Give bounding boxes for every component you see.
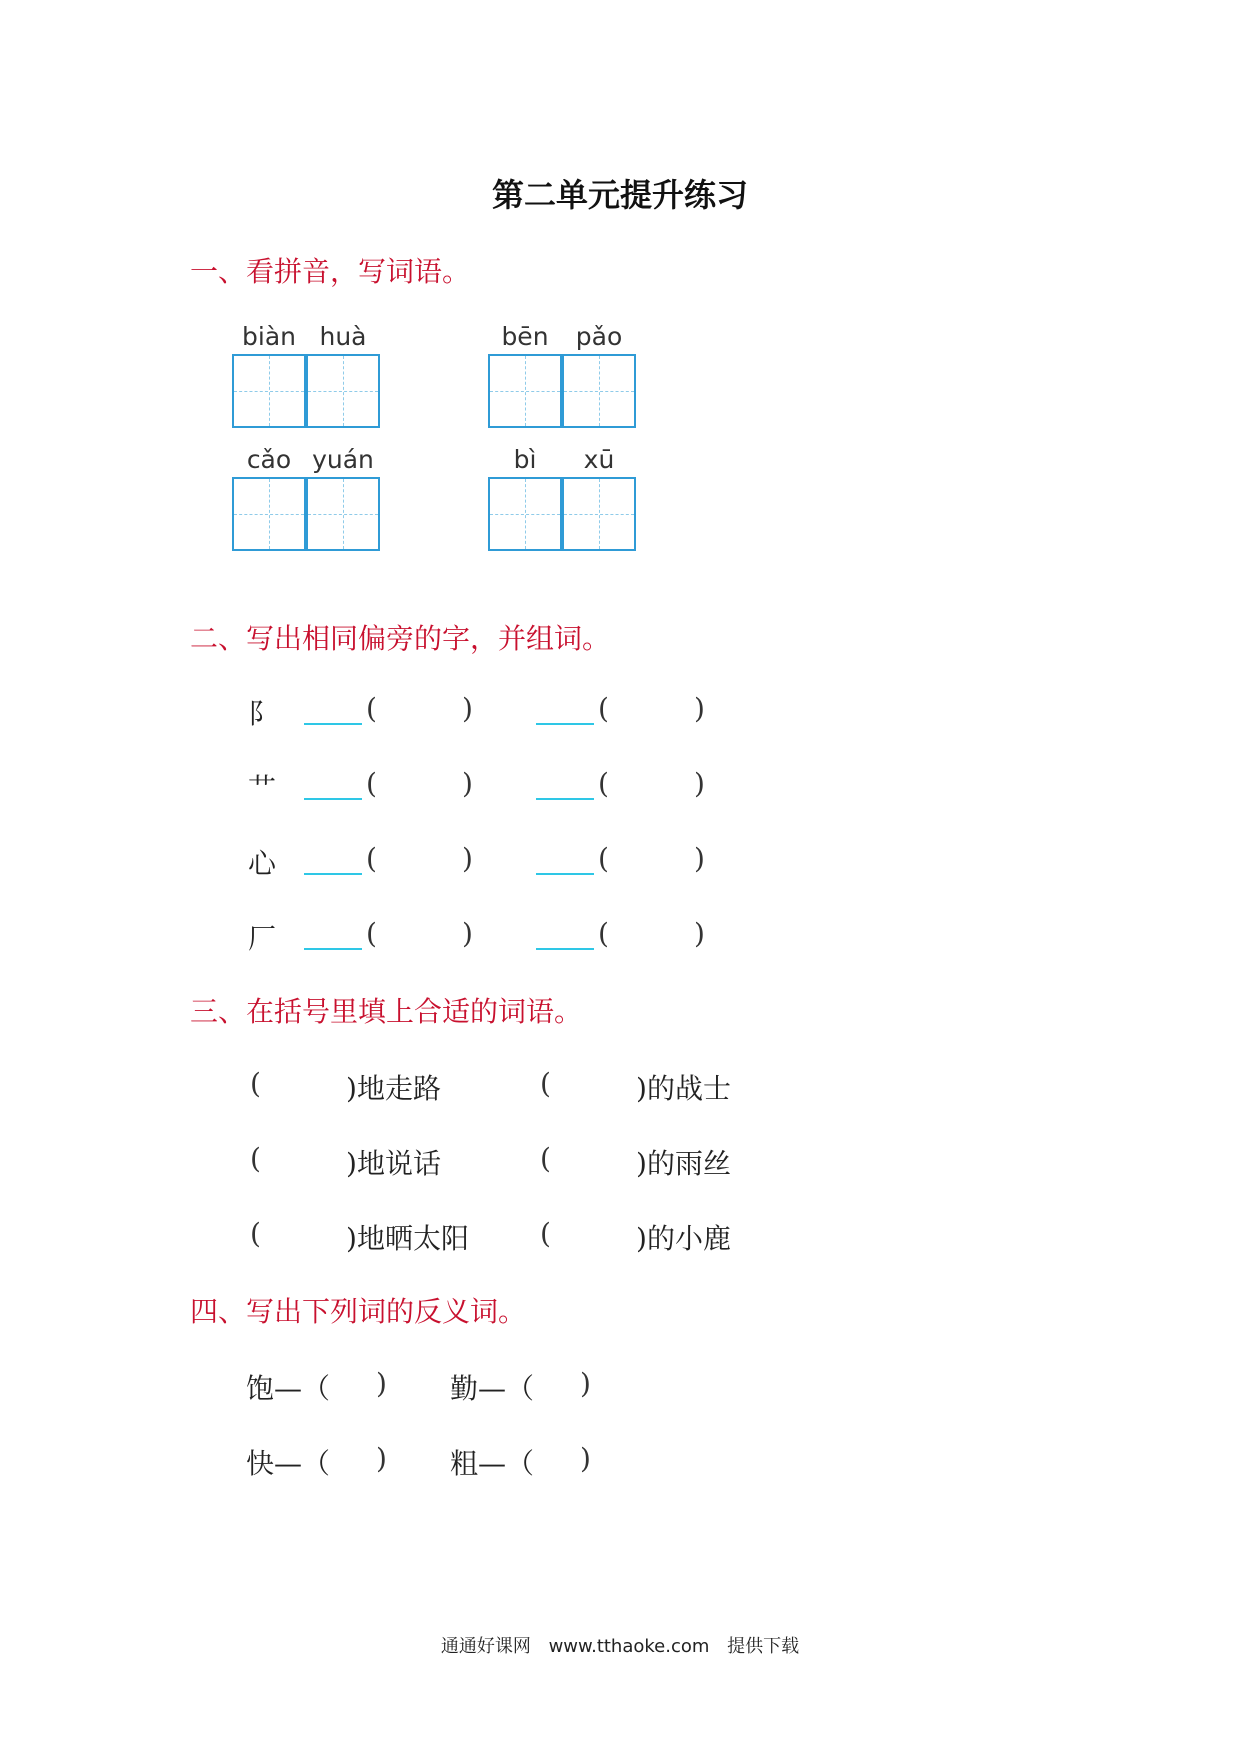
section-4-heading: 四、写出下列词的反义词。 (190, 1295, 527, 1328)
close-paren: ) (376, 1442, 387, 1475)
open-paren: ( (540, 1067, 551, 1100)
tianzige-box[interactable] (562, 354, 636, 428)
close-paren: ) (376, 1367, 387, 1400)
radical: 心 (248, 847, 277, 880)
open-paren: ( (250, 1067, 261, 1100)
open-paren: ( (366, 917, 377, 950)
pinyin-label: bì (513, 445, 537, 474)
answer-blank[interactable] (304, 798, 362, 800)
open-paren: ( (250, 1217, 261, 1250)
phrase-right: 的战士 (646, 1072, 731, 1105)
close-paren: ) (462, 692, 473, 725)
section-1-heading: 一、看拼音，写词语。 (190, 255, 471, 288)
phrase-right: 的小鹿 (646, 1222, 731, 1255)
tianzige-box[interactable] (232, 477, 306, 551)
answer-blank[interactable] (304, 723, 362, 725)
close-paren: ) (636, 1147, 647, 1180)
close-paren: ) (694, 917, 705, 950)
open-paren: ( (598, 842, 609, 875)
section-2-heading: 二、写出相同偏旁的字，并组词。 (190, 622, 611, 655)
antonym-item: 勤—（ (450, 1372, 535, 1405)
footer-site-name: 通通好课网 (440, 1636, 531, 1657)
close-paren: ) (636, 1072, 647, 1105)
open-paren: ( (540, 1217, 551, 1250)
tianzige-box[interactable] (232, 354, 306, 428)
antonym-item: 粗—（ (450, 1447, 535, 1480)
page-title: 第二单元提升练习 (491, 176, 748, 214)
open-paren: ( (366, 842, 377, 875)
close-paren: ) (462, 917, 473, 950)
close-paren: ) (346, 1072, 357, 1105)
answer-blank[interactable] (536, 723, 594, 725)
close-paren: ) (462, 842, 473, 875)
open-paren: ( (366, 767, 377, 800)
antonym-item: 饱—（ (246, 1372, 331, 1405)
tianzige-box[interactable] (306, 477, 380, 551)
phrase-left: 地说话 (356, 1147, 441, 1180)
close-paren: ) (694, 767, 705, 800)
answer-blank[interactable] (536, 873, 594, 875)
pinyin-label: cǎo (246, 445, 292, 474)
tianzige-box[interactable] (306, 354, 380, 428)
close-paren: ) (694, 692, 705, 725)
open-paren: ( (598, 917, 609, 950)
open-paren: ( (540, 1142, 551, 1175)
open-paren: ( (250, 1142, 261, 1175)
pinyin-label: bēn (501, 322, 549, 351)
radical: 阝 (248, 697, 277, 730)
answer-blank[interactable] (536, 798, 594, 800)
open-paren: ( (598, 767, 609, 800)
answer-blank[interactable] (304, 948, 362, 950)
phrase-left: 地走路 (356, 1072, 441, 1105)
answer-blank[interactable] (304, 873, 362, 875)
pinyin-label: yuán (312, 445, 374, 474)
section-3-heading: 三、在括号里填上合适的词语。 (190, 995, 583, 1028)
footer-action: 提供下载 (727, 1636, 800, 1657)
tianzige-box[interactable] (562, 477, 636, 551)
radical: 厂 (248, 922, 277, 955)
tianzige-box[interactable] (488, 354, 562, 428)
close-paren: ) (580, 1367, 591, 1400)
close-paren: ) (462, 767, 473, 800)
close-paren: ) (636, 1222, 647, 1255)
close-paren: ) (346, 1147, 357, 1180)
pinyin-label: pǎo (575, 322, 623, 351)
pinyin-label: huà (319, 322, 367, 351)
pinyin-label: xū (583, 445, 615, 474)
tianzige-box[interactable] (488, 477, 562, 551)
antonym-item: 快—（ (246, 1447, 331, 1480)
pinyin-label: biàn (242, 322, 296, 351)
close-paren: ) (346, 1222, 357, 1255)
phrase-right: 的雨丝 (646, 1147, 731, 1180)
close-paren: ) (694, 842, 705, 875)
footer-url[interactable]: www.tthaoke.com (548, 1636, 710, 1657)
open-paren: ( (598, 692, 609, 725)
page-footer (0, 1632, 1240, 1658)
answer-blank[interactable] (536, 948, 594, 950)
phrase-left: 地晒太阳 (356, 1222, 469, 1255)
close-paren: ) (580, 1442, 591, 1475)
open-paren: ( (366, 692, 377, 725)
radical: 艹 (248, 772, 277, 805)
